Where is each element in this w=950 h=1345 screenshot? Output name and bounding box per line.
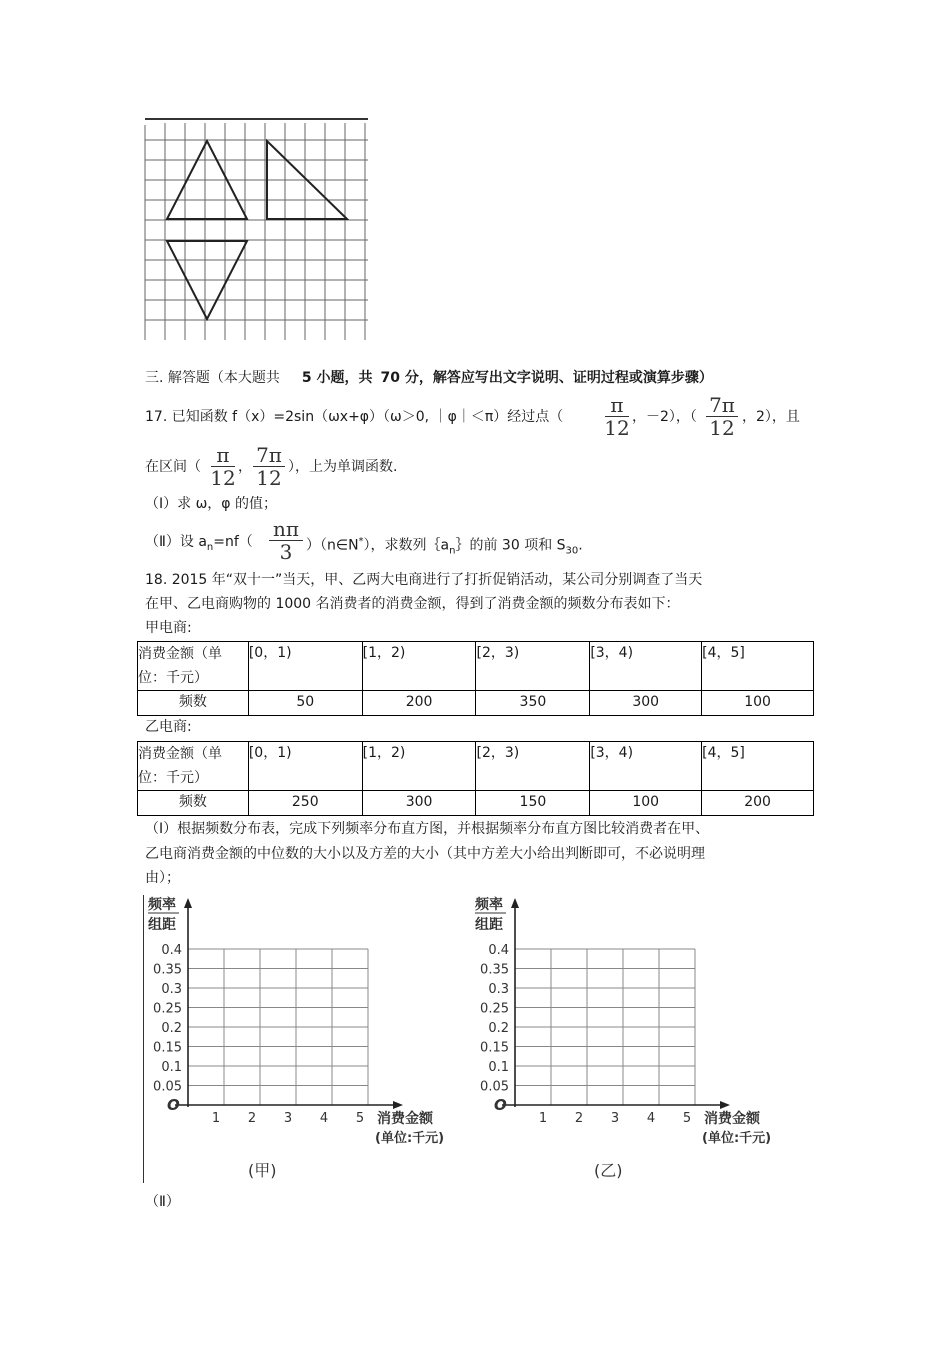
frequency-cell: 200 <box>702 791 814 816</box>
x-axis-label-top: 消费金额 <box>704 1111 760 1127</box>
y-tick-label: 0.35 <box>480 962 509 978</box>
histogram-caption: (甲) <box>248 1161 277 1180</box>
frequency-cell: 250 <box>248 791 362 816</box>
y-axis-arrow-icon <box>511 898 519 908</box>
q17-part2-c: ）（n∈N <box>306 537 359 554</box>
y-axis-arrow-icon <box>184 898 192 908</box>
x-tick-label: 1 <box>211 1111 221 1126</box>
q17-line2-text: 在区间（ <box>145 459 201 475</box>
frequency-cell: 50 <box>248 691 362 716</box>
y-tick-label: 0.3 <box>161 982 182 997</box>
x-tick-label: 2 <box>574 1111 584 1126</box>
fraction-7pi-over-12 <box>252 444 286 489</box>
y-tick-label: 0.1 <box>488 1060 509 1075</box>
interval-cell: [2，3) <box>476 742 590 791</box>
interval-cell: [0，1) <box>248 742 362 791</box>
x-axis-label-bottom: (单位:千元) <box>702 1131 772 1146</box>
fraction-numerator: 7π <box>709 393 735 417</box>
y-tick-label: 0.3 <box>488 982 509 997</box>
table-header-cell: 消费金额（单位：千元） <box>138 642 249 691</box>
y-axis-label-bottom: 组距 <box>475 917 503 933</box>
q17-part2-d: ），求数列｛a <box>363 537 450 554</box>
grid-triangle-figure <box>140 115 375 345</box>
frequency-cell: 100 <box>590 791 702 816</box>
margin-rule <box>143 895 144 1183</box>
q18-part1-line1: （Ⅰ）根据频数分布表，完成下列频率分布直方图，并根据频率分布直方图比较消费者在甲、 <box>145 821 710 837</box>
q18-part1-line3: 由）； <box>145 870 180 886</box>
fraction-numerator: π <box>216 443 230 467</box>
y-tick-label: 0.15 <box>480 1040 509 1056</box>
frequency-cell: 150 <box>476 791 590 816</box>
table-label-yi: 乙电商: <box>145 719 192 735</box>
frequency-cell: 300 <box>362 791 476 816</box>
y-axis-label-bottom: 组距 <box>148 917 176 933</box>
x-tick-label: 4 <box>319 1111 329 1126</box>
x-axis-arrow-icon <box>720 1101 730 1109</box>
q17-line2-text-c: ），上为单调函数. <box>288 459 398 475</box>
x-tick-label: 4 <box>646 1111 656 1126</box>
q17-part2-e: ｝的前 30 项和 S <box>455 537 566 554</box>
x-tick-label: 3 <box>610 1111 620 1126</box>
y-tick-label: 0.1 <box>161 1060 182 1075</box>
interval-cell: [3，4) <box>590 642 702 691</box>
subscript-n: n <box>449 545 456 557</box>
q17-line2-comma: ， <box>238 459 252 475</box>
section3-header-part-c: 70 分，解答应写出文字说明、证明过程或演算步骤） <box>380 370 713 386</box>
fraction-npi-over-3 <box>268 518 304 563</box>
interval-cell: [2，3) <box>476 642 590 691</box>
y-tick-label: 0.05 <box>153 1079 182 1095</box>
section3-header <box>145 369 713 387</box>
interval-cell: [4，5] <box>702 642 814 691</box>
q17-part2-f: . <box>578 537 583 554</box>
y-tick-label: 0.4 <box>161 943 182 958</box>
origin-label: O <box>167 1096 180 1114</box>
fraction-denominator: 12 <box>604 416 630 440</box>
y-tick-label: 0.25 <box>480 1001 509 1017</box>
grid-lines <box>145 119 368 340</box>
q18-line1: 18. 2015 年“双十一”当天，甲、乙两大电商进行了打折促销活动，某公司分别调查了当天 <box>145 572 703 588</box>
table-header-cell: 消费金额（单位：千元） <box>138 742 249 791</box>
fraction-denominator: 12 <box>256 466 282 490</box>
interval-cell: [3，4) <box>590 742 702 791</box>
y-tick-label: 0.05 <box>480 1079 509 1095</box>
fraction-denominator: 3 <box>279 540 293 564</box>
fraction-pi-over-12 <box>604 394 630 439</box>
q18-line2: 在甲、乙电商购物的 1000 名消费者的消费金额，得到了消费金额的频数分布表如下： <box>145 596 680 612</box>
superscript-star: * <box>358 536 364 547</box>
q18-part2: （Ⅱ） <box>145 1194 180 1210</box>
interval-cell: [0，1) <box>248 642 362 691</box>
interval-cell: [4，5] <box>702 742 814 791</box>
q17-part2-a: （Ⅱ）设 a <box>145 534 207 550</box>
q17-part1: （Ⅰ）求 ω，φ 的值； <box>145 496 277 512</box>
x-tick-label: 1 <box>538 1111 548 1126</box>
fraction-pi-over-12 <box>210 444 236 489</box>
subscript-30: 30 <box>565 545 579 557</box>
fraction-numerator: π <box>610 393 624 417</box>
fraction-denominator: 12 <box>210 466 236 490</box>
q17-line1-text-c: ，2），且 <box>742 409 800 425</box>
y-axis-label-top: 频率 <box>148 897 176 913</box>
x-tick-label: 5 <box>355 1111 365 1126</box>
interval-cell: [1，2) <box>362 642 476 691</box>
x-axis-label-bottom: (单位:千元) <box>375 1131 445 1146</box>
frequency-cell: 350 <box>476 691 590 716</box>
histogram-caption: (乙) <box>594 1161 623 1180</box>
q17-line1-text-b: ，－2），（ <box>632 409 697 425</box>
table-label-jia: 甲电商: <box>145 620 192 636</box>
frequency-cell: 200 <box>362 691 476 716</box>
x-tick-label: 3 <box>283 1111 293 1126</box>
fraction-numerator: 7π <box>256 443 282 467</box>
frequency-cell: 300 <box>590 691 702 716</box>
frequency-cell: 100 <box>702 691 814 716</box>
subscript-n: n <box>206 541 214 553</box>
x-axis-label-top: 消费金额 <box>377 1111 433 1127</box>
section3-header-part-b: 5 小题，共 <box>301 370 373 386</box>
q17-line1-text: 17. 已知函数 f（x）=2sin（ωx+φ）（ω＞0, ｜φ｜＜π）经过点（ <box>145 409 564 425</box>
frequency-table-jia <box>137 641 814 716</box>
q17-part2-b: =nf（ <box>213 534 253 550</box>
y-tick-label: 0.25 <box>153 1001 182 1017</box>
q18-part1-line2: 乙电商消费金额的中位数的大小以及方差的大小（其中方差大小给出判断即可，不必说明理 <box>145 846 705 862</box>
frequency-label-cell: 频数 <box>138 691 249 716</box>
q17-part2-tail <box>306 533 583 560</box>
frequency-label-cell: 频数 <box>138 791 249 816</box>
fraction-numerator: nπ <box>272 517 300 541</box>
y-axis-label-top: 频率 <box>475 897 503 913</box>
origin-label: O <box>494 1096 507 1114</box>
section3-header-part-a: 三. 解答题（本大题共 <box>145 370 280 386</box>
histogram-jia <box>145 892 465 1192</box>
x-tick-label: 2 <box>247 1111 257 1126</box>
interval-cell: [1，2) <box>362 742 476 791</box>
q17-part2 <box>145 533 253 557</box>
y-tick-label: 0.35 <box>153 962 182 978</box>
y-tick-label: 0.2 <box>161 1021 182 1036</box>
y-tick-label: 0.4 <box>488 943 509 958</box>
histogram-yi <box>472 892 792 1192</box>
y-tick-label: 0.15 <box>153 1040 182 1056</box>
x-tick-label: 5 <box>682 1111 692 1126</box>
fraction-7pi-over-12 <box>705 394 739 439</box>
y-tick-label: 0.2 <box>488 1021 509 1036</box>
frequency-table-yi <box>137 741 814 816</box>
x-axis-arrow-icon <box>393 1101 403 1109</box>
fraction-denominator: 12 <box>709 416 735 440</box>
